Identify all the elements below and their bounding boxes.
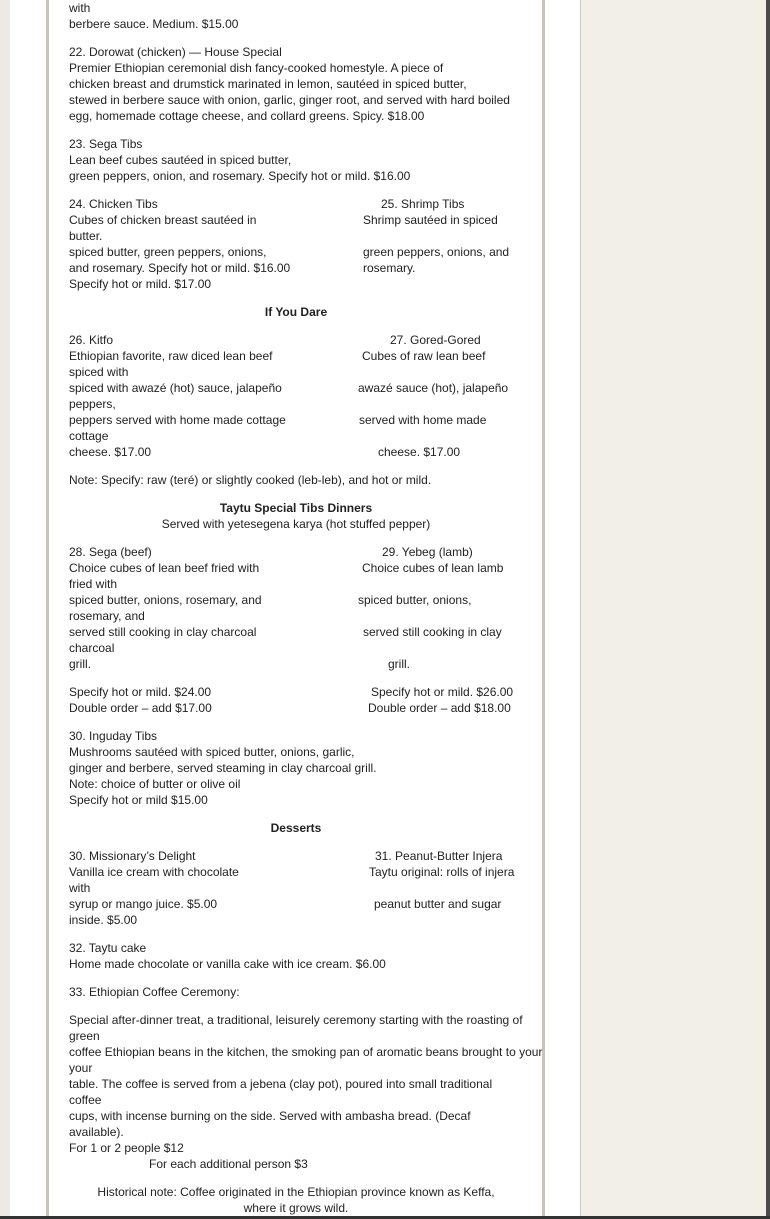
menu-line: Premier Ethiopian ceremonial dish fancy-cooked homestyle. A piece of xyxy=(69,61,444,75)
item-title: 33. Ethiopian Coffee Ceremony: xyxy=(69,985,240,999)
menu-line: rosemary, and xyxy=(69,609,145,623)
menu-line: spiced butter, green peppers, onions, xyxy=(69,245,267,259)
menu-line: with xyxy=(69,881,91,895)
menu-line: Specify hot or mild $15.00 xyxy=(69,793,208,807)
price-line: Double order – add $17.00 xyxy=(69,701,212,715)
menu-line: peppers, xyxy=(69,397,116,411)
menu-line: berbere sauce. Medium. $15.00 xyxy=(69,17,239,31)
price-line: Specify hot or mild. $26.00 xyxy=(371,685,514,699)
menu-line: Lean beef cubes sautéed in spiced butter, xyxy=(69,153,292,167)
menu-line: ginger and berbere, served steaming in clay charcoal grill. xyxy=(69,761,377,775)
menu-line: served still cooking in clay xyxy=(363,625,502,639)
menu-line: Taytu original: rolls of injera xyxy=(369,865,515,879)
item-title: 23. Sega Tibs xyxy=(69,137,143,151)
note-line: Note: Specify: raw (teré) or slightly cooked (leb-leb), and hot or mild. xyxy=(69,473,432,487)
menu-line: butter. xyxy=(69,229,103,243)
menu-line: spiced with awazé (hot) sauce, jalapeño xyxy=(69,381,282,395)
menu-line: spiced butter, onions, rosemary, and xyxy=(69,593,262,607)
price-line: Specify hot or mild. $24.00 xyxy=(69,685,212,699)
item-title: 31. Peanut-Butter Injera xyxy=(375,849,503,863)
section-heading: Taytu Special Tibs Dinners xyxy=(219,501,373,515)
item-title: 30. Missionary’s Delight xyxy=(69,849,196,863)
menu-line: cheese. $17.00 xyxy=(378,445,461,459)
price-line: Double order – add $18.00 xyxy=(368,701,511,715)
menu-line: coffee Ethiopian beans in the kitchen, the smoking pan of aromatic beans brought to your xyxy=(69,1045,543,1059)
item-title: 32. Taytu cake xyxy=(69,941,147,955)
menu-line: Vanilla ice cream with chocolate xyxy=(69,865,239,879)
item-title: 27. Gored-Gored xyxy=(390,333,481,347)
item-title: 26. Kitfo xyxy=(69,333,114,347)
item-title: 28. Sega (beef) xyxy=(69,545,152,559)
menu-line: rosemary. xyxy=(363,261,416,275)
menu-line: stewed in berbere sauce with onion, garlic, ginger root, and served with hard boiled xyxy=(69,93,510,107)
menu-line: served with home made xyxy=(359,413,487,427)
menu-line: Cubes of chicken breast sautéed in xyxy=(69,213,257,227)
menu-line: chicken breast and drumstick marinated in lemon, sautéed in spiced butter, xyxy=(69,77,467,91)
section-heading: Desserts xyxy=(270,821,322,835)
menu-frame-left-border xyxy=(46,0,49,1219)
menu-line: and rosemary. Specify hot or mild. $16.00 xyxy=(69,261,291,275)
menu-line: Choice cubes of lean beef fried with xyxy=(69,561,260,575)
menu-line: peppers served with home made cottage xyxy=(69,413,286,427)
menu-line: spiced butter, onions, xyxy=(358,593,472,607)
menu-line: inside. $5.00 xyxy=(69,913,138,927)
menu-line: Specify hot or mild. $17.00 xyxy=(69,277,212,291)
menu-line: with xyxy=(69,1,91,15)
menu-line: coffee xyxy=(69,1093,102,1107)
menu-line: available). xyxy=(69,1125,124,1139)
section-subheading: Served with yetesegena karya (hot stuffed pepper) xyxy=(161,517,431,531)
menu-line: Shrimp sautéed in spiced xyxy=(363,213,498,227)
menu-line: green peppers, onion, and rosemary. Specify hot or mild. $16.00 xyxy=(69,169,411,183)
menu-line: Note: choice of butter or olive oil xyxy=(69,777,241,791)
menu-line: Special after-dinner treat, a traditional, leisurely ceremony starting with the roasting of xyxy=(69,1013,523,1027)
menu-line: Home made chocolate or vanilla cake with ice cream. $6.00 xyxy=(69,957,386,971)
menu-line: grill. xyxy=(388,657,411,671)
item-title: 22. Dorowat (chicken) — House Special xyxy=(69,45,282,59)
price-line: For each additional person $3 xyxy=(149,1157,308,1171)
menu-line: cups, with incense burning on the side. Served with ambasha bread. (Decaf xyxy=(69,1109,471,1123)
item-title: 25. Shrimp Tibs xyxy=(381,197,465,211)
menu-line: fried with xyxy=(69,577,118,591)
menu-line: table. The coffee is served from a jebena (clay pot), poured into small traditional xyxy=(69,1077,493,1091)
menu-line: green xyxy=(69,1029,100,1043)
section-heading: If You Dare xyxy=(264,305,328,319)
menu-line: charcoal xyxy=(69,641,115,655)
item-title: 29. Yebeg (lamb) xyxy=(382,545,473,559)
historical-note: Historical note: Coffee originated in the Ethiopian province known as Keffa, xyxy=(97,1185,495,1199)
menu-line: grill. xyxy=(69,657,92,671)
menu-frame-right-border xyxy=(542,0,545,1219)
menu-line: Ethiopian favorite, raw diced lean beef xyxy=(69,349,273,363)
menu-line: awazé sauce (hot), jalapeño xyxy=(358,381,509,395)
menu-line: Cubes of raw lean beef xyxy=(362,349,486,363)
menu-line: syrup or mango juice. $5.00 xyxy=(69,897,218,911)
menu-line: cottage xyxy=(69,429,109,443)
window-right-edge xyxy=(766,0,770,1219)
historical-note: where it grows wild. xyxy=(243,1201,349,1215)
menu-line: spiced with xyxy=(69,365,129,379)
menu-line: Mushrooms sautéed with spiced butter, onions, garlic, xyxy=(69,745,355,759)
menu-line: peanut butter and sugar xyxy=(374,897,502,911)
menu-line: egg, homemade cottage cheese, and collard greens. Spicy. $18.00 xyxy=(69,109,425,123)
menu-line: served still cooking in clay charcoal xyxy=(69,625,257,639)
right-side-panel xyxy=(581,0,766,1219)
menu-line: your xyxy=(69,1061,93,1075)
price-line: For 1 or 2 people $12 xyxy=(69,1141,184,1155)
item-title: 24. Chicken Tibs xyxy=(69,197,158,211)
menu-line: green peppers, onions, and xyxy=(363,245,510,259)
item-title: 30. Inguday Tibs xyxy=(69,729,158,743)
menu-line: Choice cubes of lean lamb xyxy=(362,561,504,575)
menu-line: cheese. $17.00 xyxy=(69,445,152,459)
